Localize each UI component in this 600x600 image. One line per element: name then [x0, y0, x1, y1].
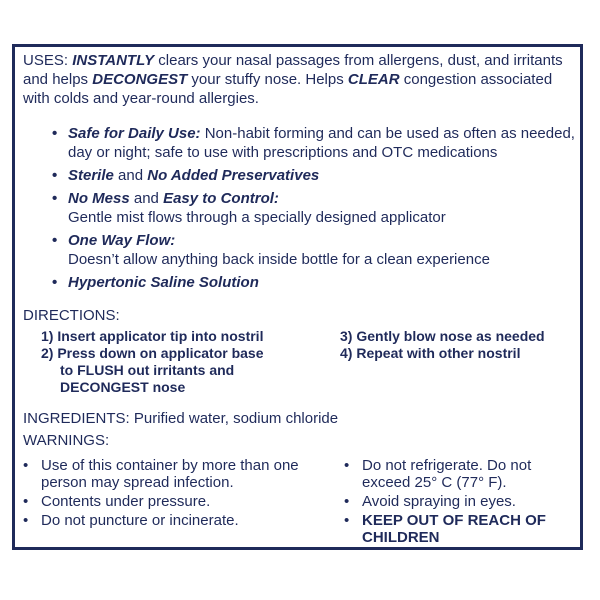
ingredients-heading: INGREDIENTS: [23, 410, 130, 427]
feature-item-safe [23, 124, 583, 162]
direction-step-2-cont-2: DECONGEST nose [60, 379, 186, 395]
warning-text: Use of this container by more than one person may spread infection. [41, 457, 299, 491]
warning-text: Avoid spraying in eyes. [362, 493, 516, 510]
bullet-icon: • [52, 125, 58, 142]
warnings-right-list [344, 457, 574, 548]
direction-step-1: 1) Insert applicator tip into nostril [41, 328, 264, 344]
direction-step-4: 4) Repeat with other nostril [340, 345, 521, 361]
bullet-icon: • [52, 190, 58, 207]
feature-text: Doesn’t allow anything back inside bottle for a clean experience [68, 251, 490, 268]
label-panel [12, 44, 583, 550]
feature-list [23, 124, 583, 296]
warning-text: Do not puncture or incinerate. [41, 512, 239, 529]
uses-clear: CLEAR [347, 71, 400, 88]
direction-step-2-cont: to FLUSH out irritants and [60, 362, 235, 378]
directions-left-column [41, 328, 341, 396]
uses-text-2: your stuffy nose. Helps [187, 71, 348, 88]
warning-item [23, 512, 343, 529]
warning-item [344, 512, 574, 546]
directions-right-column [340, 328, 580, 362]
feature-item-sterile [23, 166, 583, 185]
warnings-heading: WARNINGS: [23, 432, 110, 449]
uses-text-1: clears your nasal passages from allergens, dust, and irritants and helps [23, 52, 563, 88]
bullet-icon: • [23, 512, 29, 529]
directions-heading: DIRECTIONS: [23, 307, 120, 324]
warning-item [344, 457, 574, 491]
uses-text-3: congestion associated with colds and year-round allergies. [23, 71, 553, 107]
uses-decongest: DECONGEST [92, 71, 188, 88]
feature-title: One Way Flow: [68, 232, 176, 249]
feature-title: Sterile [68, 167, 114, 184]
warning-item [344, 493, 574, 510]
feature-title-2: Easy to Control: [163, 190, 279, 207]
feature-text: Non-habit forming and can be used as often as needed, day or night; safe to use with prescriptions and OTC medications [68, 125, 575, 161]
direction-step-3: 3) Gently blow nose as needed [340, 328, 545, 344]
feature-title: No Mess [68, 190, 130, 207]
bullet-icon: • [52, 232, 58, 249]
feature-joiner: and [113, 167, 148, 184]
ingredients-text: Purified water, sodium chloride [129, 410, 339, 427]
warning-text: Contents under pressure. [41, 493, 211, 510]
direction-step-2: 2) Press down on applicator base [41, 345, 264, 361]
bullet-icon: • [23, 457, 29, 474]
feature-text: Gentle mist flows through a specially designed applicator [68, 209, 446, 226]
bullet-icon: • [23, 493, 29, 510]
feature-item-no-mess [23, 189, 583, 227]
feature-joiner: and [129, 190, 164, 207]
bullet-icon: • [344, 512, 350, 529]
bullet-icon: • [52, 167, 58, 184]
warning-item [23, 493, 343, 510]
warning-item [23, 457, 343, 491]
feature-item-one-way [23, 231, 583, 269]
feature-title-2: No Added Preservatives [147, 167, 320, 184]
warnings-left-list [23, 457, 343, 531]
bullet-icon: • [344, 457, 350, 474]
warning-text-emphasis: KEEP OUT OF REACH OF CHILDREN [362, 512, 546, 546]
feature-item-hypertonic [23, 273, 583, 292]
feature-title: Safe for Daily Use: [68, 125, 201, 142]
uses-instantly: INSTANTLY [72, 52, 155, 69]
feature-title: Hypertonic Saline Solution [68, 274, 259, 291]
uses-heading: USES: [23, 52, 69, 69]
uses-paragraph [23, 51, 573, 108]
bullet-icon: • [344, 493, 350, 510]
ingredients-line [23, 409, 338, 428]
bullet-icon: • [52, 274, 58, 291]
warning-text: Do not refrigerate. Do not exceed 25° C (77° F). [362, 457, 532, 491]
